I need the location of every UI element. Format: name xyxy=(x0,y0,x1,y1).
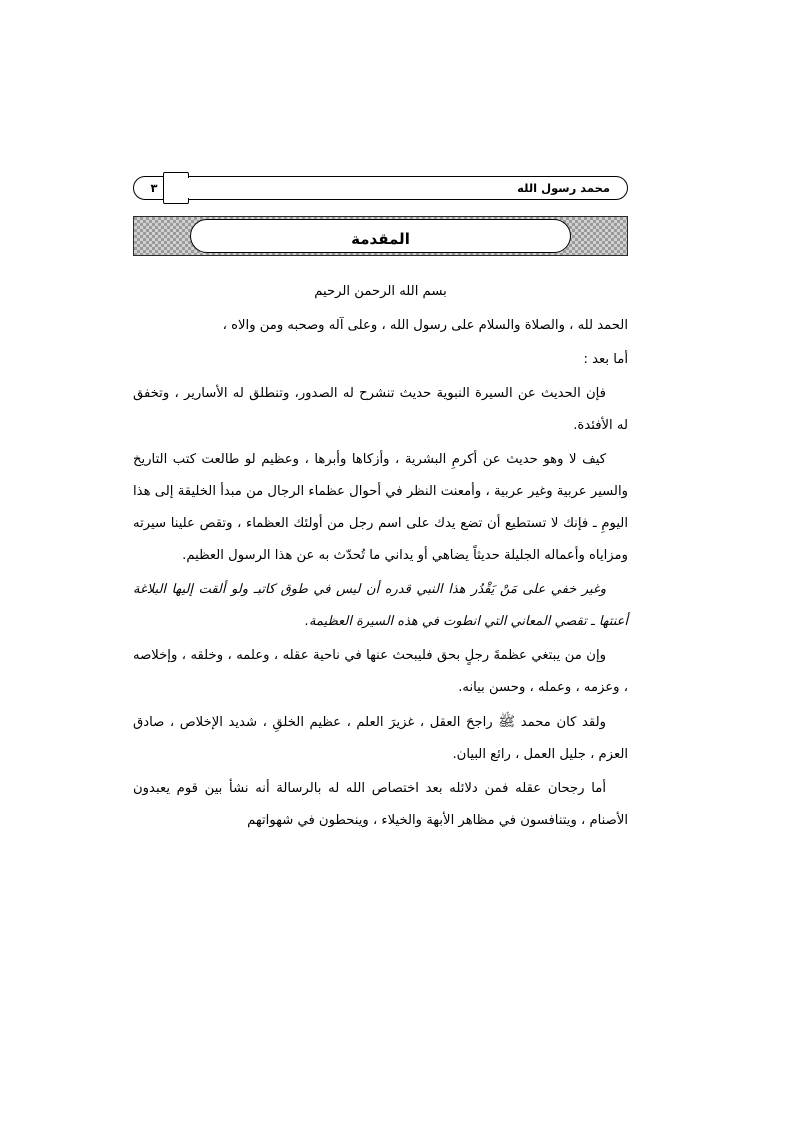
paragraph-1: فإن الحديث عن السيرة النبوية حديث تنشرح له الصدور، وتنطلق له الأسارير ، وتخفق له الأفئدة. xyxy=(133,386,628,433)
sallallahu-alayhi-wasallam-icon: ﷺ xyxy=(498,714,516,730)
page-tab-inner xyxy=(171,178,193,198)
section-title-banner xyxy=(133,216,628,256)
running-header-title: محمد رسول الله xyxy=(517,181,610,195)
page-number: ٣ xyxy=(150,181,158,195)
page-number-tab xyxy=(141,172,197,204)
paragraph-3-emphasized: وغير خفي على مَنْ يَقْدُر هذا النبي قدره أن ليس في طوق كاتبـ ولو ألقت إليها البلاغة أعنتها ـ تقصي المعاني التي انطوت في هذه السيرة العظيمة. xyxy=(133,582,628,629)
running-header xyxy=(133,172,628,200)
paragraph-5-suffix: راجحَ العقل ، غزيرَ العلم ، عظيم الخلقِ ، شديد الإخلاص ، صادق العزم ، جليل العمل ، رائع البيان. xyxy=(133,715,628,762)
paragraph-amma-baad: أما بعد : xyxy=(583,352,628,367)
paragraph-2: كيف لا وهو حديث عن أكرمِ البشرية ، وأزكاها وأبرها ، وعظيم لو طالعت كتب التاريخ والسير عربية وغير عربية ، وأمعنت النظر في أحوال عظماء الرجال من مبدأ الخليقة إلى هذا اليومِ ـ فإنك لا تستطيع أن تضع يدك على اسم رجل من أولئك العظماء ، وتقص علينا سيرته ومزاياه وأعماله الجليلة حديثاً يضاهي أو يداني ما تُحدّث به عن هذا الرسول العظيم. xyxy=(133,452,628,563)
paragraph-5-prefix: ولقد كان محمد xyxy=(515,715,606,730)
body-text xyxy=(133,276,628,839)
section-title-capsule xyxy=(190,219,571,253)
paragraph-hamdala: الحمد لله ، والصلاة والسلام على رسول الله ، وعلى آله وصحبه ومن والاه ، xyxy=(222,318,628,333)
basmala: بسم الله الرحمن الرحيم xyxy=(314,284,447,299)
paragraph-6: أما رجحان عقله فمن دلائله بعد اختصاص الله له بالرسالة أنه نشأ بين قوم يعبدون الأصنام ، ويتنافسون في مظاهر الأبهة والخيلاء ، وينحطون في شهواتهم xyxy=(133,781,628,828)
section-title: المقدمة xyxy=(351,230,410,248)
paragraph-4: وإن من يبتغي عظمةَ رجلٍ بحق فليبحث عنها في ناحية عقله ، وعلمه ، وخلقه ، وإخلاصه ، وعزمه ، وعمله ، وحسن بيانه. xyxy=(133,648,628,695)
paragraph-5 xyxy=(133,706,628,771)
